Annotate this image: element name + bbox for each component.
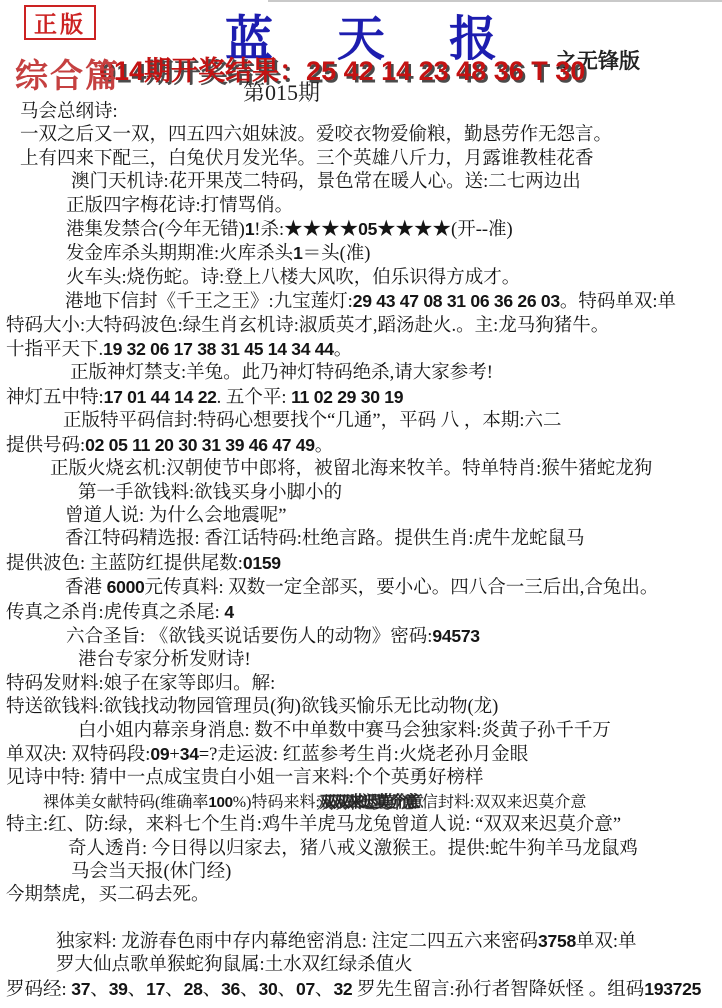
body-line bbox=[3, 601, 722, 625]
body-line bbox=[3, 410, 722, 433]
line-text: 罗码经: 37、39、17、28、36、30、07、32 罗先生留言:孙行者智降妖怪 。组码193725 bbox=[6, 978, 702, 1000]
line-text: 火车头:烧伤蛇。诗:登上八楼大风吹，伯乐识得方成才。 bbox=[66, 267, 521, 288]
line-text: 奇人透肖: 今日得以归家去，猪八戒义激猴王。提供:蛇牛狗羊马龙鼠鸡 bbox=[68, 838, 638, 859]
line-text: 港集发禁合(今年无错)1!杀:★★★★05★★★★(开--准) bbox=[66, 219, 513, 241]
body-line bbox=[3, 505, 722, 528]
line-text: 特码发财料:娘子在家等郎归。解: bbox=[6, 673, 276, 694]
section-label: 综合篇 bbox=[15, 59, 120, 95]
line-text: 白小姐内幕亲身消息: 数不中单数中赛马会独家料:炎黄子孙千千万 bbox=[78, 720, 611, 741]
body-line bbox=[3, 576, 722, 600]
line-text: 一双之后又一双，四五四六姐妹波。爱咬衣物爱偷粮，勤恳劳作无怨言。 bbox=[20, 125, 613, 146]
body-line bbox=[3, 148, 722, 171]
body-line bbox=[3, 791, 722, 814]
line-text: 十指平天下.19 32 06 17 38 31 45 14 34 44。 bbox=[6, 339, 353, 361]
body-line bbox=[3, 290, 722, 314]
line-text: 六合圣旨: 《欲钱买说话要伤人的动物》密码:94573 bbox=[66, 625, 480, 647]
line-text: 马会总纲诗: bbox=[20, 102, 118, 122]
line-text: 澳门天机诗:花开果茂二特码，景色常在暖人心。送:二七两边出 bbox=[71, 172, 581, 193]
body-line bbox=[3, 195, 722, 218]
line-text: 正版神灯禁支:羊兔。此乃神灯特码绝杀,请大家参考! bbox=[70, 363, 493, 384]
body-line bbox=[3, 838, 722, 861]
body-line bbox=[3, 434, 722, 458]
body-line bbox=[3, 884, 722, 907]
body-line bbox=[3, 673, 722, 696]
line-text: 港台专家分析发财诗! bbox=[78, 650, 251, 671]
line-text: 香港 6000元传真料: 双数一定全部买，要小心。四八合一三后出,合兔出。 bbox=[65, 577, 659, 599]
line-text: 传真之杀肖:虎传真之杀尾: 4 bbox=[6, 601, 234, 623]
line-text: 正版四字梅花诗:打情骂俏。 bbox=[66, 195, 294, 216]
line-text: 独家料: 龙游春色雨中存内幕绝密消息: 注定二四五六来密码3758单双:单 bbox=[56, 930, 637, 952]
body-line bbox=[3, 338, 722, 362]
body-line bbox=[3, 720, 722, 743]
draw-result-banner: 014期开奖结果：25 42 14 23 48 36 T 30 bbox=[99, 56, 586, 86]
line-text: 正版特平码信封:特码心想要找个“几通”，平码 八 ，本期:六二 bbox=[63, 411, 562, 432]
body-line bbox=[3, 552, 722, 576]
line-text: 特主:红、防:绿，来料七个生肖:鸡牛羊虎马龙兔曾道人说: “双双来迟莫介意” bbox=[6, 815, 622, 836]
body-line bbox=[3, 649, 722, 672]
line-text: 今期禁虎，买二码去死。 bbox=[6, 885, 210, 906]
line-text: 提供波色: 主蓝防红提供尾数:0159 bbox=[6, 552, 281, 574]
body-line bbox=[3, 124, 722, 147]
body-line bbox=[3, 101, 722, 124]
line-text: 罗大仙点歌单猴蛇狗鼠属:土水双红绿杀值火 bbox=[56, 955, 413, 976]
line-text: 上有四来下配三，白兔伏月发光华。三个英雄八斤力，月露谁教桂花香 bbox=[20, 148, 594, 169]
body-line bbox=[3, 528, 722, 551]
body-line bbox=[3, 696, 722, 719]
body-line bbox=[3, 218, 722, 242]
line-text: 发金库杀头期期准:火库杀头1＝头(准) bbox=[66, 243, 371, 265]
body-line bbox=[3, 814, 722, 837]
body-line bbox=[3, 362, 722, 385]
body-line bbox=[3, 315, 722, 338]
line-text: 单双决: 双特码段:09+34=?走运波: 红蓝参考生肖:火烧老孙月金眼 bbox=[6, 743, 529, 765]
body-lines bbox=[3, 101, 722, 1002]
body-line bbox=[3, 458, 722, 481]
body-line bbox=[3, 171, 722, 194]
body-line bbox=[3, 767, 722, 790]
body-line bbox=[3, 386, 722, 410]
line-text: 正版火烧玄机:汉朝使节中郎将，被留北海来牧羊。特单特肖:猴牛猪蛇龙狗 bbox=[50, 459, 653, 480]
page-title: 蓝 天 报 bbox=[224, 13, 523, 66]
body-line bbox=[3, 861, 722, 884]
line-text: 港地下信封《千王之王》:九宝莲灯:29 43 47 08 31 06 36 26 03。特码单双:单 bbox=[65, 291, 676, 313]
line-text: 信封料:双双来迟莫介意 bbox=[417, 793, 587, 811]
edition-label: 之无锋版 bbox=[556, 49, 640, 73]
line-text: 提供号码:02 05 11 20 30 31 39 46 47 49。 bbox=[6, 434, 334, 456]
line-text: 特码大小:大特码波色:绿生肖玄机诗:淑质英才,蹈汤赴火.。主:龙马狗猪牛。 bbox=[6, 315, 610, 336]
line-text: 裸体美女献特码(维确率100%)特码来料: bbox=[43, 793, 320, 811]
line-text: 马会当天报(休门经) bbox=[71, 862, 232, 882]
line-text: 香江特码精选报: 香江话特码:杜绝言路。提供生肖:虎牛龙蛇鼠马 bbox=[65, 529, 585, 550]
issue-number: 第015期 bbox=[243, 80, 321, 105]
line-text: 第一手欲钱料:欲钱买身小脚小的 bbox=[78, 482, 343, 503]
line-text: 见诗中特: 猜中一点成宝贵白小姐一言来料:个个英勇好榜样 bbox=[6, 768, 484, 789]
body-line bbox=[3, 242, 722, 266]
line-text: 神灯五中特:17 01 44 14 22. 五个平: 11 02 29 30 19 bbox=[6, 386, 404, 408]
body-line bbox=[3, 625, 722, 649]
body-line bbox=[3, 267, 722, 290]
line-text: 曾道人说: 为什么会地震呢” bbox=[65, 505, 287, 526]
body-line bbox=[3, 954, 722, 977]
body-line bbox=[3, 743, 722, 767]
body-line bbox=[3, 978, 722, 1002]
overlapped-text: 双双来迟莫介意 bbox=[319, 793, 418, 811]
body-line bbox=[3, 930, 722, 954]
authentic-badge-label: 正版 bbox=[34, 12, 86, 37]
line-text: 特送欲钱料:欲钱找动物园管理员(狗)欲钱买愉乐无比动物(龙) bbox=[6, 697, 499, 718]
body-line bbox=[3, 482, 722, 505]
